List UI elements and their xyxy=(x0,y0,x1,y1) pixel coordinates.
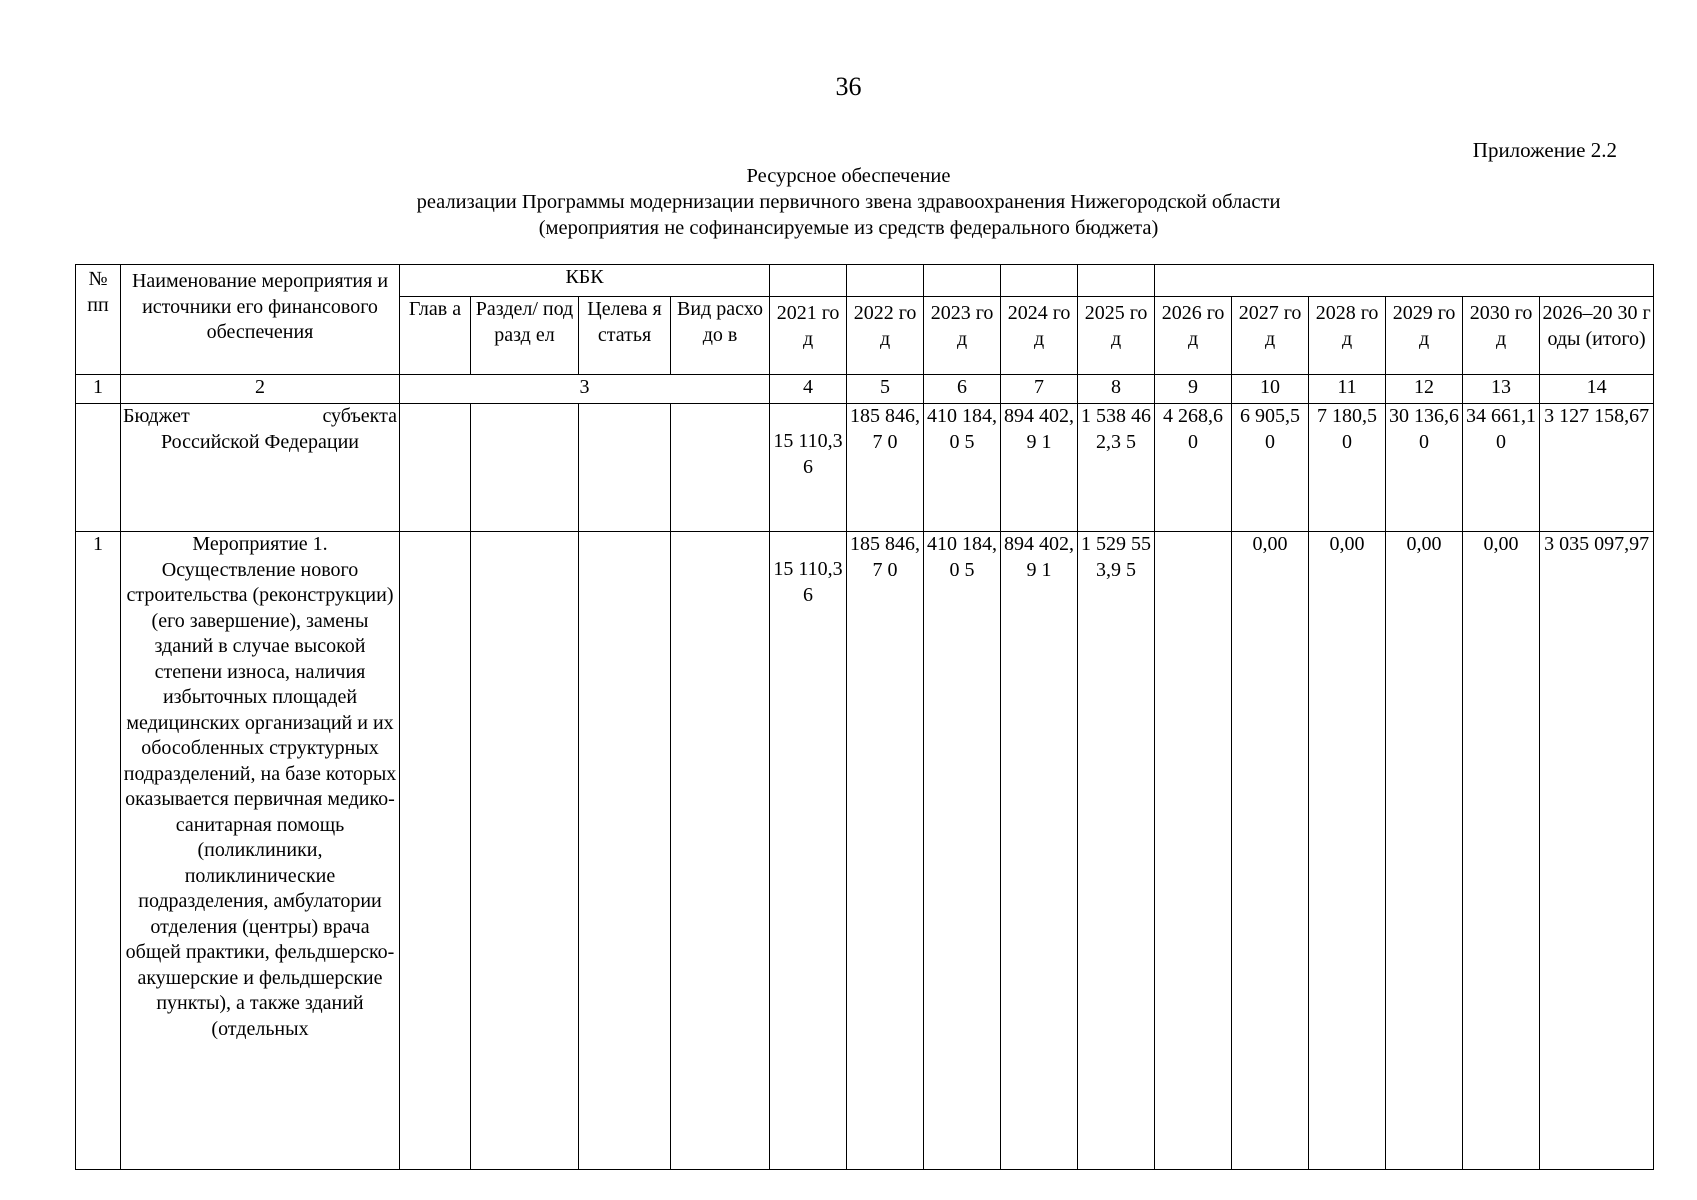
document-title xyxy=(0,163,1697,241)
header-blank-2023 xyxy=(924,265,1001,297)
index-cell: 12 xyxy=(1386,375,1463,404)
kbk-razdel-cell xyxy=(471,532,579,1170)
header-year-2026: 2026 год xyxy=(1155,297,1232,375)
header-year-2021: 2021 год xyxy=(770,297,847,375)
index-cell: 14 xyxy=(1540,375,1654,404)
value-2025: 1 529 553,9 5 xyxy=(1078,532,1155,1170)
index-cell: 9 xyxy=(1155,375,1232,404)
row-name-part: Бюджет xyxy=(123,405,190,427)
header-glava: Глав а xyxy=(400,297,471,375)
value-2023: 410 184,0 5 xyxy=(924,404,1001,532)
index-cell: 13 xyxy=(1463,375,1540,404)
value-2023: 410 184,0 5 xyxy=(924,532,1001,1170)
index-cell: 2 xyxy=(121,375,400,404)
page-number: 36 xyxy=(835,72,862,101)
row-num: 1 xyxy=(76,532,121,1170)
value-2024: 894 402,9 1 xyxy=(1001,404,1078,532)
header-year-2025: 2025 год xyxy=(1078,297,1155,375)
value-2025: 1 538 462,3 5 xyxy=(1078,404,1155,532)
row-num xyxy=(76,404,121,532)
value-2028: 7 180,5 0 xyxy=(1309,404,1386,532)
header-celevaya: Целева я статья xyxy=(579,297,671,375)
index-cell: 8 xyxy=(1078,375,1155,404)
header-kbk: КБК xyxy=(400,265,770,297)
kbk-celevaya-cell xyxy=(579,404,671,532)
header-year-2024: 2024 год xyxy=(1001,297,1078,375)
header-year-2030: 2030 год xyxy=(1463,297,1540,375)
header-row-1 xyxy=(76,265,1654,297)
header-year-2029: 2029 год xyxy=(1386,297,1463,375)
header-blank-2022 xyxy=(847,265,924,297)
title-line-2: реализации Программы модернизации первичного звена здравоохранения Нижегородской области xyxy=(416,191,1281,213)
kbk-vid-cell xyxy=(671,532,770,1170)
header-vid: Вид расходо в xyxy=(671,297,770,375)
index-cell: 5 xyxy=(847,375,924,404)
value-2029: 0,00 xyxy=(1386,532,1463,1170)
row-name-first-line xyxy=(123,404,397,430)
kbk-razdel-cell xyxy=(471,404,579,532)
value-2028: 0,00 xyxy=(1309,532,1386,1170)
value-2021: 15 110,3 6 xyxy=(770,404,847,532)
table-row-budget xyxy=(76,404,1654,532)
index-row xyxy=(76,375,1654,404)
header-blank-2025 xyxy=(1078,265,1155,297)
title-line-1: Ресурсное обеспечение xyxy=(746,165,951,187)
row-name-part: субъекта xyxy=(322,405,397,427)
header-year-2022: 2022 год xyxy=(847,297,924,375)
header-blank-2026-2030 xyxy=(1155,265,1654,297)
index-cell: 7 xyxy=(1001,375,1078,404)
value-2030: 0,00 xyxy=(1463,532,1540,1170)
index-cell: 4 xyxy=(770,375,847,404)
value-2029: 30 136,6 0 xyxy=(1386,404,1463,532)
header-year-2028: 2028 год xyxy=(1309,297,1386,375)
row-name-budget xyxy=(121,404,400,532)
index-cell: 6 xyxy=(924,375,1001,404)
value-total: 3 127 158,67 xyxy=(1540,404,1654,532)
header-name: Наименование мероприятия и источники его финансового обеспечения xyxy=(121,265,400,375)
value-2030: 34 661,1 0 xyxy=(1463,404,1540,532)
value-2024: 894 402,9 1 xyxy=(1001,532,1078,1170)
index-cell: 1 xyxy=(76,375,121,404)
value-2022: 185 846,7 0 xyxy=(847,404,924,532)
index-cell: 10 xyxy=(1232,375,1309,404)
table-row-measure-1 xyxy=(76,532,1654,1170)
header-total-2026-2030: 2026–20 30 годы (итого) xyxy=(1540,297,1654,375)
value-2022: 185 846,7 0 xyxy=(847,532,924,1170)
value-2027: 0,00 xyxy=(1232,532,1309,1170)
header-num: № пп xyxy=(76,265,121,375)
title-line-3: (мероприятия не софинансируемые из средств федерального бюджета) xyxy=(538,217,1159,239)
index-cell: 11 xyxy=(1309,375,1386,404)
header-year-2023: 2023 год xyxy=(924,297,1001,375)
kbk-glava-cell xyxy=(400,404,471,532)
index-cell: 3 xyxy=(400,375,770,404)
header-year-2027: 2027 год xyxy=(1232,297,1309,375)
header-razdel: Раздел/ подразд ел xyxy=(471,297,579,375)
row-name-measure-1: Мероприятие 1. Осуществление нового строительства (реконструкции) (его завершение), замены зданий в случае высокой степени износа, наличия избыточных площадей медицинских организаций и их обособленных структурных подразделений, на базе которых оказывается первичная медико-санитарная помощь (поликлиники, поликлинические подразделения, амбулатории отделения (центры) врача общей практики, фельдшерско-акушерские и фельдшерские пункты), а также зданий (отдельных xyxy=(121,532,400,1170)
value-2026: 4 268,6 0 xyxy=(1155,404,1232,532)
value-total: 3 035 097,97 xyxy=(1540,532,1654,1170)
header-blank-2021 xyxy=(770,265,847,297)
kbk-celevaya-cell xyxy=(579,532,671,1170)
appendix-label: Приложение 2.2 xyxy=(1472,138,1617,162)
row-name-rest: Российской Федерации xyxy=(160,430,360,453)
kbk-vid-cell xyxy=(671,404,770,532)
value-2027: 6 905,5 0 xyxy=(1232,404,1309,532)
value-2021: 15 110,3 6 xyxy=(770,532,847,1170)
header-blank-2024 xyxy=(1001,265,1078,297)
kbk-glava-cell xyxy=(400,532,471,1170)
value-2026 xyxy=(1155,532,1232,1170)
resource-table xyxy=(75,264,1654,1170)
